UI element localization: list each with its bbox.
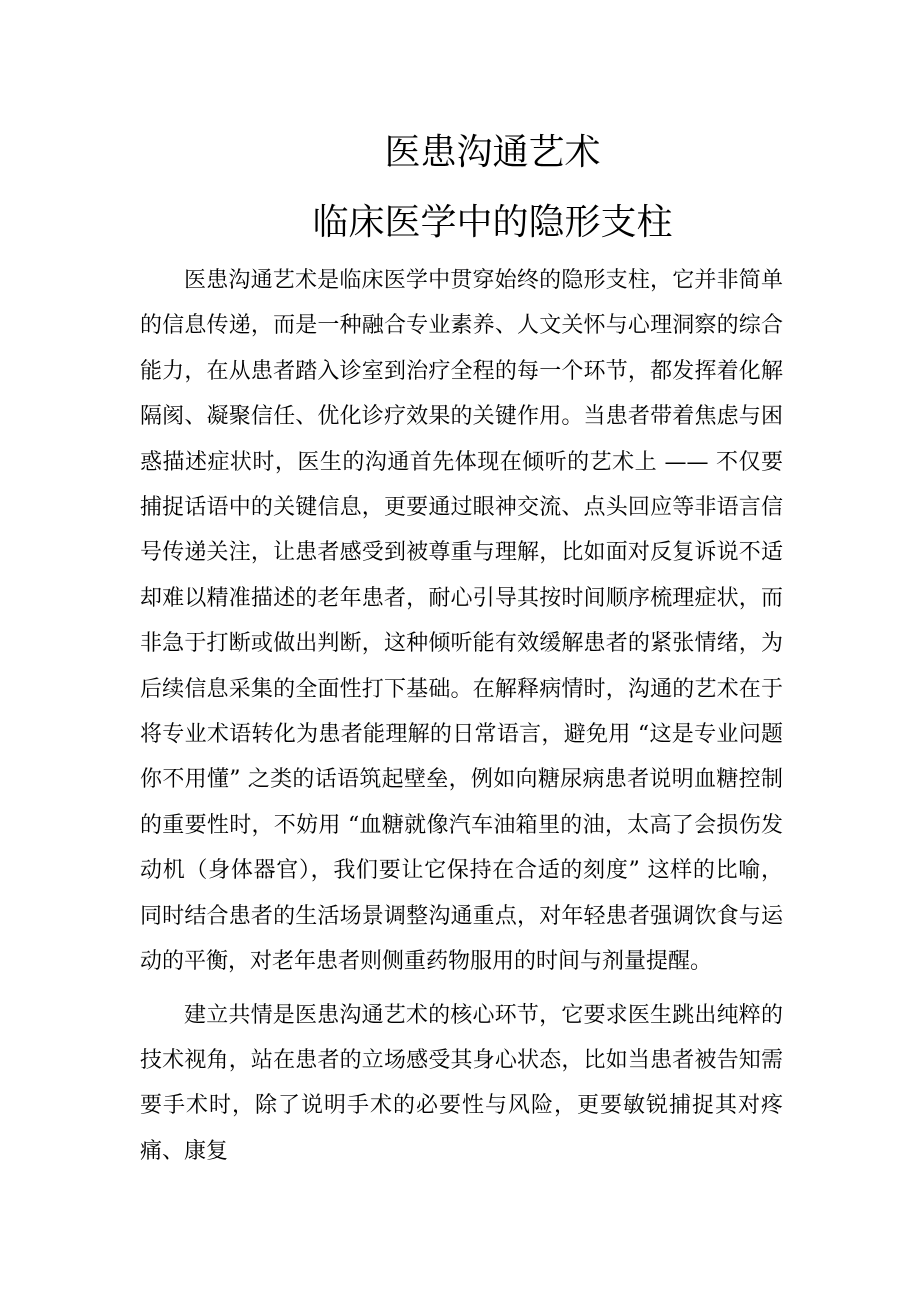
document-title: 医患沟通艺术 [384, 132, 601, 173]
paragraph-2: 建立共情是医患沟通艺术的核心环节，它要求医生跳出纯粹的技术视角，站在患者的立场感受其身心状态，比如当患者被告知需要手术时，除了说明手术的必要性与风险，更要敏锐捕捉其对疼痛、康复 [140, 1002, 783, 1164]
document-body [140, 258, 783, 1174]
document-subtitle: 临床医学中的隐形支柱 [312, 202, 673, 243]
paragraph-1: 医患沟通艺术是临床医学中贯穿始终的隐形支柱，它并非简单的信息传递，而是一种融合专业素养、人文关怀与心理洞察的综合能力，在从患者踏入诊室到治疗全程的每一个环节，都发挥着化解隔阂、凝聚信任、优化诊疗效果的关键作用。当患者带着焦虑与困惑描述症状时，医生的沟通首先体现在倾听的艺术上 —— 不仅要捕捉话语中的关键信息，更要通过眼神交流、点头回应等非语言信号传递关注，让患者感受到被尊重与理解，比如面对反复诉说不适却难以精准描述的老年患者，耐心引导其按时间顺序梳理症状，而非急于打断或做出判断，这种倾听能有效缓解患者的紧张情绪，为后续信息采集的全面性打下基础。在解释病情时，沟通的艺术在于将专业术语转化为患者能理解的日常语言，避免用 “这是专业问题你不用懂” 之类的话语筑起壁垒，例如向糖尿病患者说明血糖控制的重要性时，不妨用 “血糖就像汽车油箱里的油，太高了会损伤发动机（身体器官），我们要让它保持在合适的刻度” 这样的比喻，同时结合患者的生活场景调整沟通重点，对年轻患者强调饮食与运动的平衡，对老年患者则侧重药物服用的时间与剂量提醒。 [140, 268, 783, 975]
